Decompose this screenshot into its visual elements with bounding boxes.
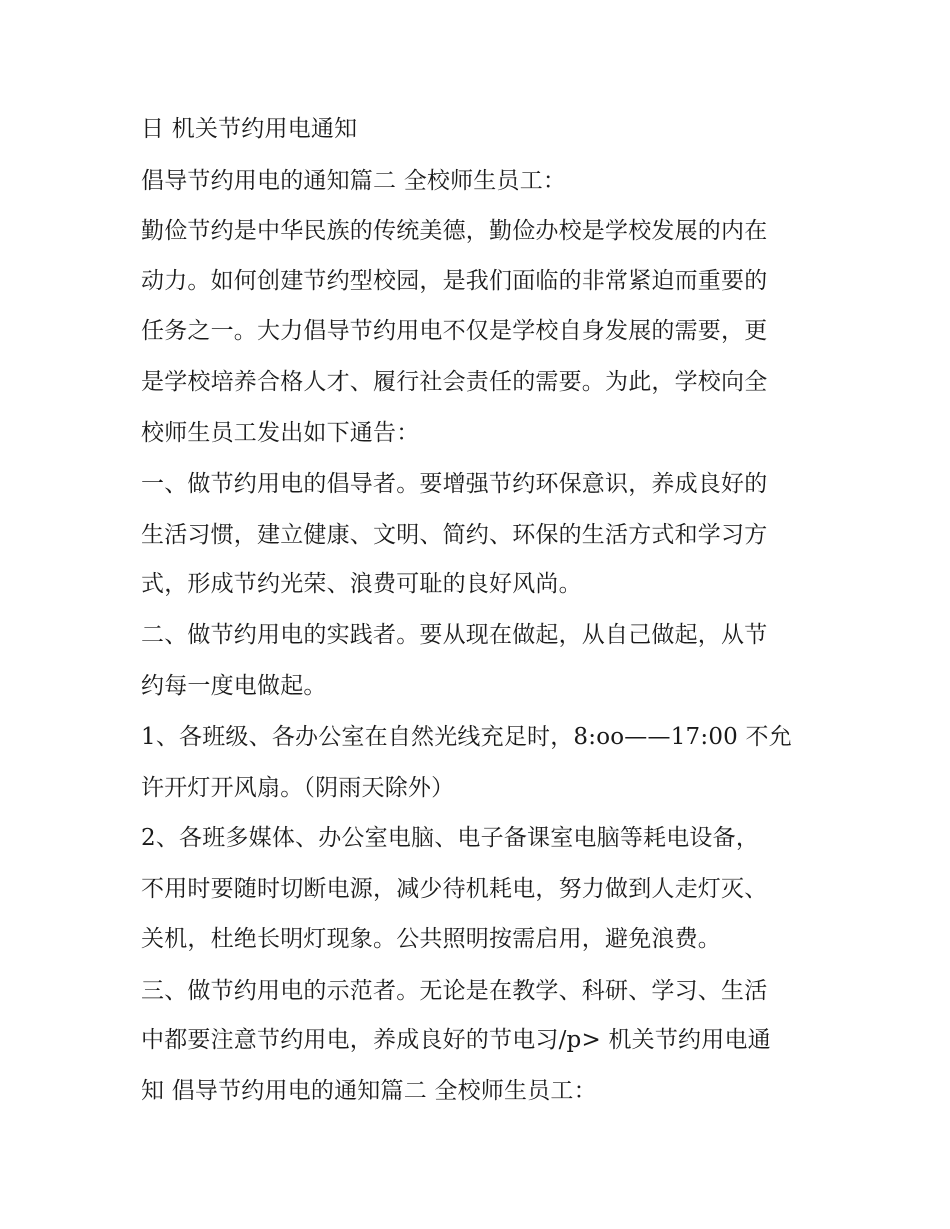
text-line-10: 式，形成节约光荣、浪费可耻的良好风尚。 [141, 571, 582, 597]
text-line-8: 一、做节约用电的倡导者。要增强节约环保意识，养成良好的 [141, 471, 768, 497]
text-line-17: 关机，杜绝长明灯现象。公共照明按需启用，避免浪费。 [141, 926, 721, 952]
text-line-4: 动力。如何创建节约型校园，是我们面临的非常紧迫而重要的 [141, 268, 768, 294]
text-line-16: 不用时要随时切断电源，减少待机耗电，努力做到人走灯灭、 [141, 876, 768, 902]
text-line-9: 生活习惯，建立健康、文明、简约、环保的生活方式和学习方 [141, 522, 768, 548]
text-line-1: 日 机关节约用电通知 [141, 116, 358, 142]
text-line-18: 三、做节约用电的示范者。无论是在教学、科研、学习、生活 [141, 978, 768, 1004]
text-line-13: 1、各班级、各办公室在自然光线充足时，8:oo——17:00 不允 [141, 724, 792, 750]
text-line-5: 任务之一。大力倡导节约用电不仅是学校自身发展的需要，更 [141, 318, 768, 344]
text-line-2: 倡导节约用电的通知篇二 全校师生员工： [141, 168, 567, 194]
text-line-15: 2、各班多媒体、办公室电脑、电子备课室电脑等耗电设备， [141, 825, 760, 851]
text-line-6: 是学校培养合格人才、履行社会责任的需要。为此，学校向全 [141, 369, 768, 395]
text-line-11: 二、做节约用电的实践者。要从现在做起，从自己做起，从节 [141, 622, 768, 648]
text-line-3: 勤俭节约是中华民族的传统美德，勤俭办校是学校发展的内在 [141, 218, 768, 244]
text-line-19: 中都要注意节约用电，养成良好的节电习/p> 机关节约用电通 [141, 1027, 771, 1053]
text-line-14: 许开灯开风扇。（阴雨天除外） [141, 775, 455, 801]
text-line-12: 约每一度电做起。 [141, 673, 327, 699]
text-line-20: 知 倡导节约用电的通知篇二 全校师生员工： [141, 1078, 597, 1104]
text-line-7: 校师生员工发出如下通告： [141, 420, 420, 446]
